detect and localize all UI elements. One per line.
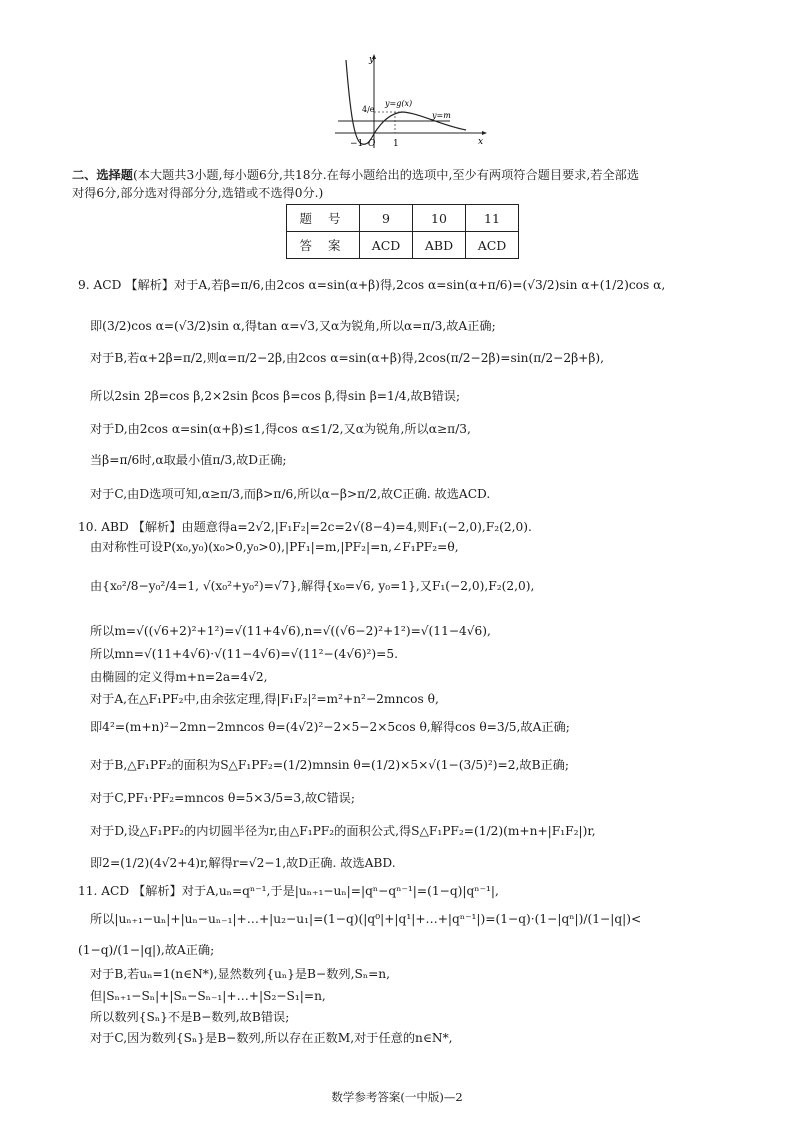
q11-solution-line: 11. ACD 【解析】对于A,uₙ=qⁿ⁻¹,于是|uₙ₊₁−uₙ|=|qⁿ−qⁿ⁻¹|=(1−q)|qⁿ⁻¹|, xyxy=(78,884,499,898)
q11-solution-line: 对于C,因为数列{Sₙ}是B−数列,所以存在正数M,对于任意的n∈N*, xyxy=(90,1031,453,1045)
q9-solution-line: 对于C,由D选项可知,α≥π/3,而β>π/6,所以α−β>π/2,故C正确. 故选ACD. xyxy=(90,487,491,501)
header-label: 题 号 xyxy=(287,205,360,232)
q11-solution-line: 对于B,若uₙ=1(n∈N*),显然数列{uₙ}是B−数列,Sₙ=n, xyxy=(90,967,391,981)
tick-neg-one: −1 xyxy=(350,139,364,149)
q11-solution-line: (1−q)/(1−|q|),故A正确; xyxy=(78,943,215,957)
table-row xyxy=(287,232,519,259)
q10-solution-line: 由椭圆的定义得m+n=2a=4√2, xyxy=(90,670,268,684)
q9-solution-line: 所以2sin 2β=cos β,2×2sin βcos β=cos β,得sin β=1/4,故B错误; xyxy=(90,389,461,403)
q9-solution-line: 对于D,由2cos α=sin(α+β)≤1,得cos α≤1/2,又α为锐角,所以α≥π/3, xyxy=(90,422,471,436)
q10-solution-line: 对于C,PF₁·PF₂=mncos θ=5×3/5=3,故C错误; xyxy=(90,791,355,805)
q10-solution-line: 所以m=√((√6+2)²+1²)=√(11+4√6),n=√((√6−2)²+1²)=√(11−4√6), xyxy=(90,624,491,638)
q11-solution-line: 所以数列{Sₙ}不是B−数列,故B错误; xyxy=(90,1010,290,1024)
section-header xyxy=(72,167,639,184)
q10-solution-line: 由对称性可设P(x₀,y₀)(x₀>0,y₀>0),|PF₁|=m,|PF₂|=n,∠F₁PF₂=θ, xyxy=(90,540,459,554)
section-desc-1: (本大题共3小题,每小题6分,共18分.在每小题给出的选项中,至少有两项符合题目要求,若全部选 xyxy=(132,168,640,182)
x-axis-arrow xyxy=(482,131,487,135)
line-m-label: y=m xyxy=(432,111,451,120)
peak-label: 4/e xyxy=(362,105,375,114)
q10-solution-line: 由{x₀²/8−y₀²/4=1, √(x₀²+y₀²)=√7},解得{x₀=√6, y₀=1},又F₁(−2,0),F₂(2,0), xyxy=(90,579,535,593)
answer-table xyxy=(286,204,519,259)
q10-solution-line: 即2=(1/2)(4√2+4)r,解得r=√2−1,故D正确. 故选ABD. xyxy=(90,856,396,870)
q10-solution-line: 所以mn=√(11+4√6)·√(11−4√6)=√(11²−(4√6)²)=5. xyxy=(90,647,399,661)
answer-value: ABD xyxy=(413,232,466,259)
answer-value: ACD xyxy=(466,232,519,259)
question-number: 9 xyxy=(360,205,413,232)
answer-value: ACD xyxy=(360,232,413,259)
q10-solution-line: 对于B,△F₁PF₂的面积为S△F₁PF₂=(1/2)mnsin θ=(1/2)×5×√(1−(3/5)²)=2,故B正确; xyxy=(90,758,570,772)
y-axis-label: y xyxy=(369,55,375,65)
q9-solution-line: 对于B,若α+2β=π/2,则α=π/2−2β,由2cos α=sin(α+β)得,2cos(π/2−2β)=sin(π/2−2β+β), xyxy=(90,351,605,365)
q9-solution-line: 即(3/2)cos α=(√3/2)sin α,得tan α=√3,又α为锐角,所以α=π/3,故A正确; xyxy=(90,319,496,333)
q10-solution-line: 对于A,在△F₁PF₂中,由余弦定理,得|F₁F₂|²=m²+n²−2mncos θ, xyxy=(90,692,439,706)
question-number: 11 xyxy=(466,205,519,232)
function-graph xyxy=(330,50,490,150)
origin-label: O xyxy=(368,139,376,149)
q10-solution-line: 10. ABD 【解析】由题意得a=2√2,|F₁F₂|=2c=2√(8−4)=4,则F₁(−2,0),F₂(2,0). xyxy=(78,520,532,534)
q9-solution-line: 当β=π/6时,α取最小值π/3,故D正确; xyxy=(90,453,287,467)
q10-solution-line: 即4²=(m+n)²−2mn−2mncos θ=(4√2)²−2×5−2×5cos θ,解得cos θ=3/5,故A正确; xyxy=(90,720,570,734)
table-row xyxy=(287,205,519,232)
curve-label: y=g(x) xyxy=(385,99,413,108)
q10-solution-line: 对于D,设△F₁PF₂的内切圆半径为r,由△F₁PF₂的面积公式,得S△F₁PF₂=(1/2)(m+n+|F₁F₂|)r, xyxy=(90,824,596,838)
section-title: 二、选择题 xyxy=(72,168,133,182)
tick-one: 1 xyxy=(393,139,399,149)
section-desc-2: 对得6分,部分选对得部分分,选错或不选得0分.) xyxy=(72,186,324,200)
q9-solution-line: 9. ACD 【解析】对于A,若β=π/6,由2cos α=sin(α+β)得,2cos α=sin(α+π/6)=(√3/2)sin α+(1/2)cos α, xyxy=(78,278,666,292)
x-axis-label: x xyxy=(478,137,484,147)
q11-solution-line: 所以|uₙ₊₁−uₙ|+|uₙ−uₙ₋₁|+…+|u₂−u₁|=(1−q)(|q⁰|+|q¹|+…+|qⁿ⁻¹|)=(1−q)·(1−|qⁿ|)/(1−|q|)< xyxy=(90,912,642,926)
q11-solution-line: 但|Sₙ₊₁−Sₙ|+|Sₙ−Sₙ₋₁|+…+|S₂−S₁|=n, xyxy=(90,989,326,1003)
answer-label: 答 案 xyxy=(287,232,360,259)
question-number: 10 xyxy=(413,205,466,232)
page-footer: 数学参考答案(一中版)—2 xyxy=(331,1090,463,1104)
